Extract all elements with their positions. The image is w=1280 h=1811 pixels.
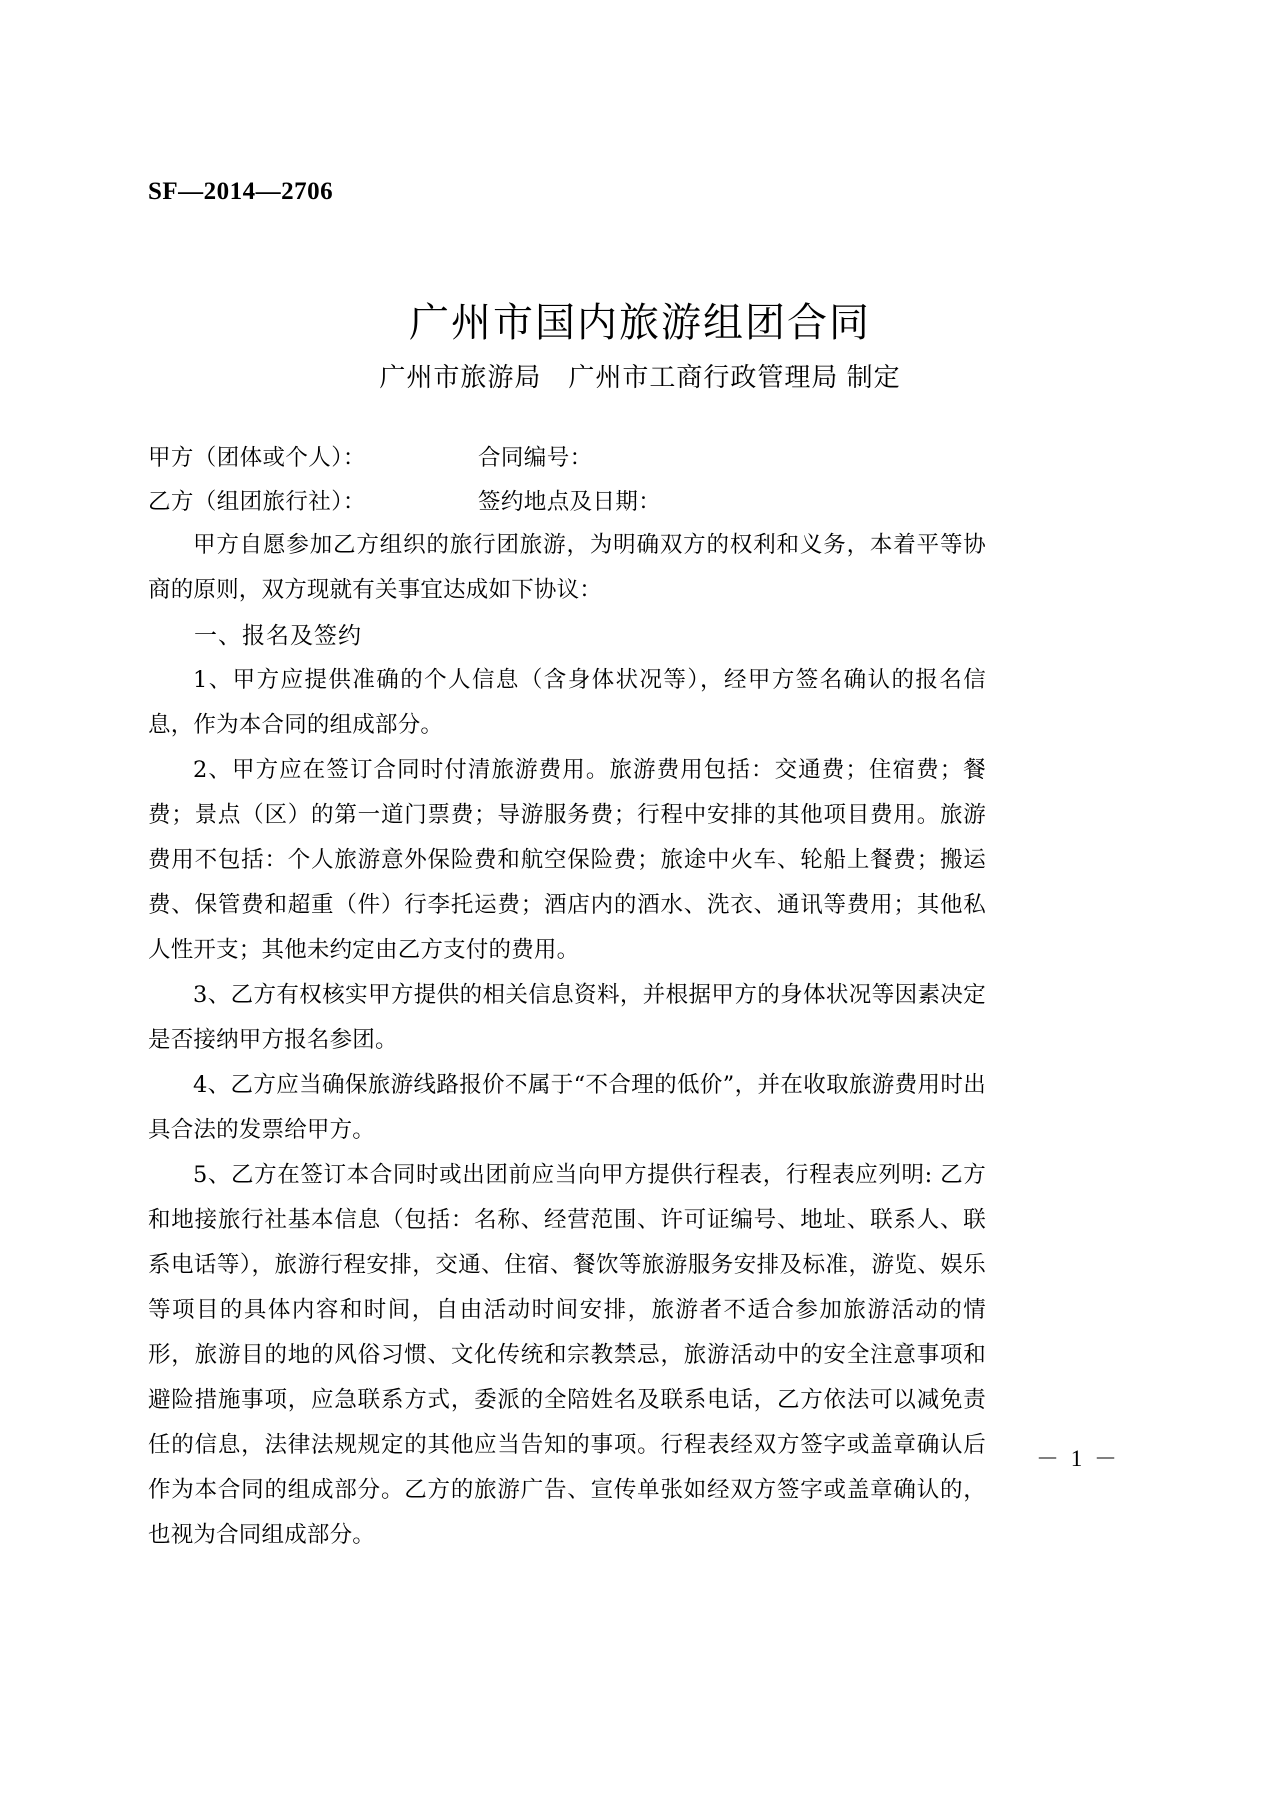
document-code: SF—2014—2706	[148, 178, 334, 205]
document-body	[148, 523, 986, 1558]
clause-item-4: 4、乙方应当确保旅游线路报价不属于“不合理的低价”，并在收取旅游费用时出具合法的发票给甲方。	[148, 1072, 986, 1143]
section-heading-1: 一、报名及签约	[194, 622, 362, 648]
page-title: 广州市国内旅游组团合同	[409, 300, 871, 345]
party-info-block	[148, 440, 984, 528]
clause-item-3: 3、乙方有权核实甲方提供的相关信息资料，并根据甲方的身体状况等因素决定是否接纳甲方报名参团。	[148, 982, 986, 1053]
party-b-label: 乙方（组团旅行社）：	[148, 489, 366, 515]
party-row-b	[148, 484, 984, 528]
party-row-a	[148, 440, 984, 484]
document-subtitle-issuers: 广州市旅游局 广州市工商行政管理局 制定	[379, 362, 901, 392]
party-a-label: 甲方（团体或个人）：	[148, 445, 366, 471]
preamble-paragraph: 甲方自愿参加乙方组织的旅行团旅游，为明确双方的权利和义务，本着平等协商的原则，双方现就有关事宜达成如下协议：	[148, 532, 986, 603]
sign-place-date-label: 签约地点及日期：	[478, 489, 662, 515]
page-number-footer: － 1 －	[1036, 1446, 1120, 1471]
clause-item-2: 2、甲方应在签订合同时付清旅游费用。旅游费用包括：交通费；住宿费；餐费；景点（区）的第一道门票费；导游服务费；行程中安排的其他项目费用。旅游费用不包括：个人旅游意外保险费和航空保险费；旅途中火车、轮船上餐费；搬运费、保管费和超重（件）行李托运费；酒店内的酒水、洗衣、通讯等费用；其他私人性开支；其他未约定由乙方支付的费用。	[148, 757, 986, 963]
contract-number-label: 合同编号：	[478, 445, 593, 471]
clause-item-1: 1、甲方应提供准确的个人信息（含身体状况等），经甲方签名确认的报名信息，作为本合同的组成部分。	[148, 667, 986, 738]
clause-item-5: 5、乙方在签订本合同时或出团前应当向甲方提供行程表，行程表应列明: 乙方和地接旅行社基本信息（包括：名称、经营范围、许可证编号、地址、联系人、联系电话等），旅游行程安排，交通、住宿、餐饮等旅游服务安排及标准，游览、娱乐等项目的具体内容和时间，自由活动时间安排，旅游者不适合参加旅游活动的情形，旅游目的地的风俗习惯、文化传统和宗教禁忌，旅游活动中的安全注意事项和避险措施事项，应急联系方式，委派的全陪姓名及联系电话，乙方依法可以减免责任的信息，法律法规规定的其他应当告知的事项。行程表经双方签字或盖章确认后作为本合同的组成部分。乙方的旅游广告、宣传单张如经双方签字或盖章确认的，也视为合同组成部分。	[148, 1162, 986, 1548]
